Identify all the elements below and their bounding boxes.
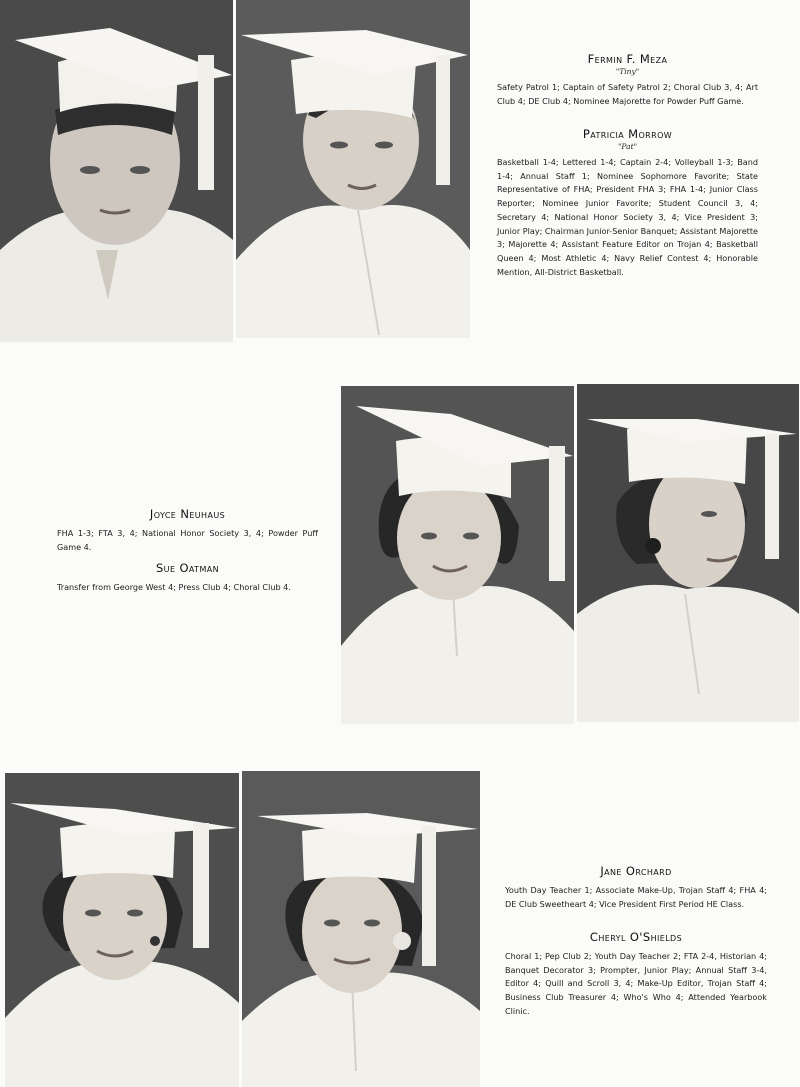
portrait-graduate-female	[236, 0, 470, 338]
student-entry-oshields	[505, 930, 767, 1019]
student-name: Jane Orchard	[600, 864, 672, 878]
student-name: Joyce Neuhaus	[149, 507, 226, 521]
portrait-photo-oshields	[242, 771, 480, 1087]
student-activities: Safety Patrol 1; Captain of Safety Patrol 2; Choral Club 3, 4; Art Club 4; DE Club 4; Nominee Majorette for Powder Puff Game.	[497, 82, 758, 106]
portrait-photo-meza	[0, 0, 233, 342]
student-activities: FHA 1-3; FTA 3, 4; National Honor Society 3, 4; Powder Puff Game 4.	[57, 528, 318, 552]
portrait-photo-morrow	[236, 0, 470, 338]
student-nickname: "Tiny"	[615, 67, 640, 76]
portrait-photo-neuhaus	[341, 386, 574, 724]
student-entry-neuhaus	[57, 507, 318, 554]
portrait-graduate-female	[577, 384, 799, 722]
portrait-graduate-female	[5, 773, 239, 1087]
student-activities: Choral 1; Pep Club 2; Youth Day Teacher 2; FTA 2-4, Historian 4; Banquet Decorator 3; Prompter, Junior Play; Annual Staff 3-4, Editor 4; Quill and Scroll 3, 4; Make-Up Editor, Trojan Staff 4; Business Club Treasurer 4; Who's Who 4; Attended Yearbook Clinic.	[505, 951, 767, 1016]
student-entry-orchard	[505, 864, 767, 911]
student-name: Patricia Morrow	[582, 127, 673, 141]
student-activities: Youth Day Teacher 1; Associate Make-Up, Trojan Staff 4; FHA 4; DE Club Sweetheart 4; Vice President First Period HE Class.	[505, 885, 767, 909]
portrait-photo-orchard	[5, 773, 239, 1087]
student-entry-morrow	[497, 127, 758, 279]
portrait-graduate-female	[242, 771, 480, 1087]
portrait-graduate-male	[0, 0, 233, 342]
portrait-graduate-female	[341, 386, 574, 724]
student-name: Fermin F. Meza	[587, 52, 668, 66]
student-name: Cheryl O'Shields	[589, 930, 683, 944]
student-entry-meza	[497, 52, 758, 108]
student-nickname: "Pat"	[617, 142, 638, 151]
student-activities: Basketball 1-4; Lettered 1-4; Captain 2-4; Volleyball 1-3; Band 1-4; Annual Staff 1; Nominee Sophomore Favorite; State Representative of FHA; President FHA 3; FHA 1-4; Junior Class Reporter; Nominee Junior Favorite; Student Council 3, 4; Secretary 4; National Honor Society 3, 4; Vice President 3; Junior Play; Chairman Junior-Senior Banquet; Assistant Majorette 3; Majorette 4; Assistant Feature Editor on Trojan 4; Basketball Queen 4; Most Athletic 4; Navy Relief Contest 4; Honorable Mention, All-District Basketball.	[497, 157, 758, 277]
student-name: Sue Oatman	[155, 561, 219, 575]
portrait-photo-oatman	[577, 384, 799, 722]
student-activities: Transfer from George West 4; Press Club 4; Choral Club 4.	[57, 582, 291, 592]
student-entry-oatman	[57, 561, 318, 595]
